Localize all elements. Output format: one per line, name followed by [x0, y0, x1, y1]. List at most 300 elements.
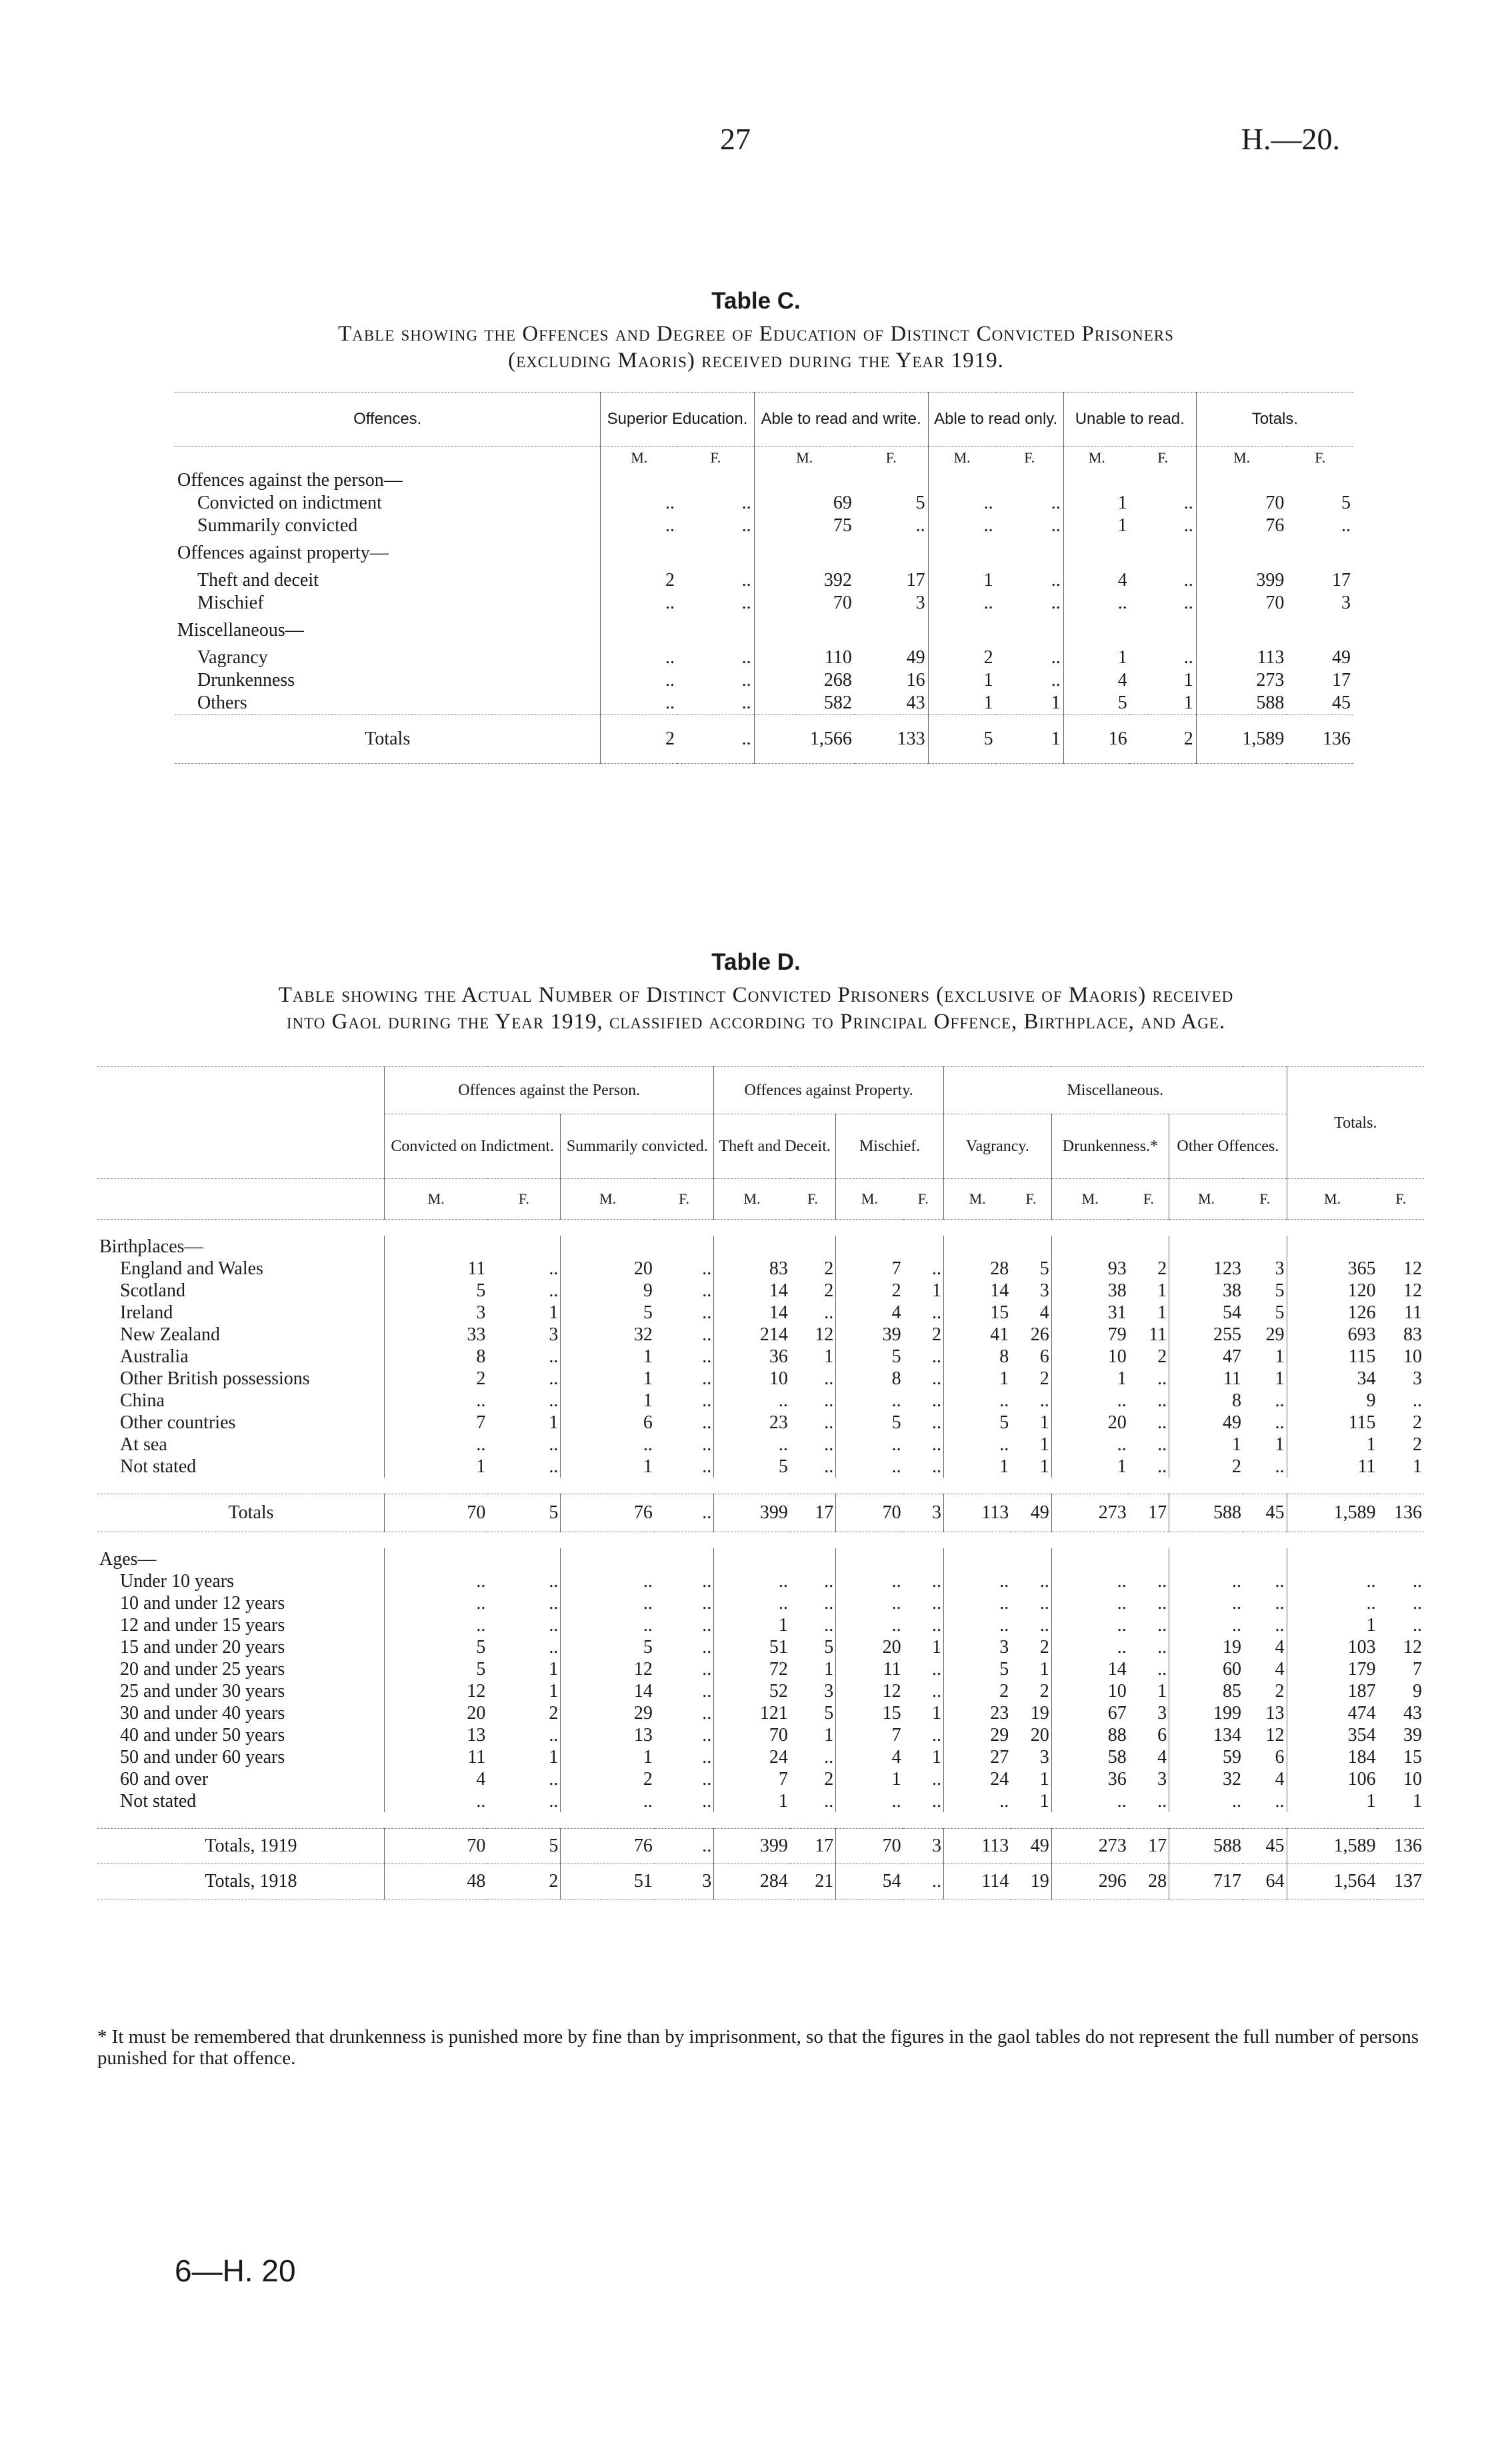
- table-cell: 115: [1287, 1346, 1378, 1368]
- table-cell: ..: [836, 1434, 903, 1456]
- table-cell: ..: [549, 1368, 559, 1389]
- table-cell: 83: [1403, 1324, 1422, 1345]
- table-cell: ..: [931, 1412, 941, 1433]
- table-cell: ..: [1051, 1790, 1129, 1812]
- table-cell: 7: [1413, 1658, 1422, 1680]
- row-label: 15 and under 20 years: [120, 1636, 285, 1658]
- table-cell: 41: [943, 1324, 1011, 1346]
- table-cell: 6: [561, 1412, 655, 1434]
- male-header: M.: [1196, 447, 1287, 470]
- table-cell: ..: [931, 1871, 941, 1891]
- table-cell: 2: [824, 1258, 834, 1279]
- table-cell: 19: [1169, 1636, 1243, 1658]
- table-cell: ..: [943, 1614, 1011, 1636]
- table-cell: [1130, 615, 1197, 646]
- table-cell: 2: [1275, 1680, 1285, 1702]
- table-cell: ..: [1275, 1790, 1285, 1812]
- table-cell: ..: [1275, 1456, 1285, 1477]
- mf-header-row: [175, 447, 1353, 470]
- table-cell: 38: [1169, 1280, 1243, 1302]
- table-cell: 1: [1287, 1434, 1378, 1456]
- table-cell: ..: [836, 1570, 903, 1592]
- blank-cell: [655, 1236, 714, 1258]
- table-cell: [1196, 537, 1287, 569]
- table-cell: ..: [714, 1390, 790, 1412]
- table-cell: 76: [561, 1494, 655, 1532]
- blank-cell: [561, 1236, 655, 1258]
- total-row: [97, 1829, 1424, 1864]
- table-cell: 106: [1287, 1768, 1378, 1790]
- table-cell: 2: [601, 569, 677, 592]
- table-cell: ..: [561, 1434, 655, 1456]
- table-cell: 5: [1063, 692, 1130, 715]
- table-cell: 1: [549, 1412, 559, 1433]
- table-cell: ..: [549, 1636, 559, 1658]
- table-cell: 3: [385, 1302, 488, 1324]
- table-cell: 20: [385, 1702, 488, 1724]
- table-cell: ..: [1039, 1592, 1049, 1614]
- row-label: 50 and under 60 years: [120, 1746, 285, 1768]
- table-cell: [601, 615, 677, 646]
- table-cell: [1287, 469, 1353, 492]
- table-cell: ..: [741, 493, 751, 513]
- male-header: M.: [601, 447, 677, 470]
- table-cell: ..: [1051, 670, 1061, 690]
- table-cell: ..: [928, 492, 996, 515]
- table-cell: ..: [561, 1790, 655, 1812]
- table-cell: 1: [1157, 1280, 1167, 1301]
- table-cell: 126: [1287, 1302, 1378, 1324]
- spacer-row: [97, 1812, 1424, 1829]
- table-cell: 4: [1039, 1302, 1049, 1323]
- table-cell: ..: [824, 1614, 834, 1636]
- table-cell: ..: [702, 1702, 712, 1724]
- table-cell: ..: [1157, 1412, 1167, 1433]
- table-cell: ..: [714, 1592, 790, 1614]
- table-cell: 3: [931, 1836, 941, 1856]
- table-cell: 3: [943, 1636, 1011, 1658]
- table-cell: 5: [1039, 1258, 1049, 1279]
- table-cell: 39: [1403, 1724, 1422, 1746]
- table-cell: 14: [561, 1680, 655, 1702]
- table-cell: 3: [1039, 1280, 1049, 1301]
- total-cell: 2: [601, 715, 677, 764]
- row-label: New Zealand: [120, 1324, 221, 1345]
- table-cell: ..: [1413, 1592, 1422, 1614]
- table-cell: 4: [385, 1768, 488, 1790]
- table-cell: 17: [815, 1836, 834, 1856]
- blank-cell: [1378, 1236, 1424, 1258]
- table-cell: ..: [1183, 570, 1193, 591]
- total-cell: 133: [897, 728, 925, 749]
- table-cell: 9: [561, 1280, 655, 1302]
- row-label: 60 and over: [120, 1768, 209, 1790]
- table-cell: 70: [1196, 492, 1287, 515]
- table-cell: ..: [702, 1324, 712, 1345]
- table-cell: ..: [561, 1570, 655, 1592]
- male-header: M.: [714, 1179, 790, 1220]
- table-cell: 1: [549, 1680, 559, 1702]
- table-cell: 1: [1169, 1434, 1243, 1456]
- row-label: 20 and under 25 years: [120, 1658, 285, 1680]
- row-label: Other countries: [120, 1412, 236, 1433]
- table-cell: ..: [1275, 1614, 1285, 1636]
- table-cell: 1: [714, 1790, 790, 1812]
- table-cell: ..: [1275, 1570, 1285, 1592]
- table-cell: 13: [561, 1724, 655, 1746]
- table-cell: ..: [702, 1280, 712, 1301]
- table-cell: 12: [1403, 1280, 1422, 1301]
- table-cell: ..: [1157, 1658, 1167, 1680]
- table-row: [175, 537, 1353, 569]
- total-label: Totals: [365, 728, 411, 749]
- col-other-offences: Other Offences.: [1169, 1114, 1287, 1179]
- blank-cell: [561, 1548, 655, 1570]
- table-cell: 113: [943, 1494, 1011, 1532]
- table-cell: 10: [1051, 1680, 1129, 1702]
- table-cell: 1: [1275, 1368, 1285, 1389]
- table-cell: 354: [1287, 1724, 1378, 1746]
- table-cell: 1: [1287, 1614, 1378, 1636]
- col-superior-education: Superior Education.: [601, 393, 754, 447]
- table-cell: 2: [824, 1768, 834, 1790]
- table-cell: 3: [1341, 593, 1351, 613]
- table-cell: 179: [1287, 1658, 1378, 1680]
- table-cell: ..: [741, 593, 751, 613]
- table-cell: ..: [1169, 1592, 1243, 1614]
- table-cell: 2: [1413, 1412, 1422, 1433]
- table-d-caption-line1: Table showing the Actual Number of Distinct Convicted Prisoners (exclusive of Maoris) received: [278, 983, 1234, 1007]
- female-header: F.: [1143, 1190, 1154, 1207]
- table-cell: ..: [702, 1302, 712, 1323]
- table-cell: ..: [1275, 1592, 1285, 1614]
- table-cell: ..: [1157, 1790, 1167, 1812]
- table-cell: 45: [1265, 1836, 1285, 1856]
- table-cell: ..: [1157, 1390, 1167, 1411]
- table-cell: ..: [1051, 1434, 1129, 1456]
- blank-cell: [943, 1548, 1011, 1570]
- table-cell: ..: [702, 1790, 712, 1812]
- table-cell: [1196, 469, 1287, 492]
- table-cell: 1: [824, 1658, 834, 1680]
- blank-cell: [1243, 1236, 1287, 1258]
- table-cell: 11: [385, 1746, 488, 1768]
- table-cell: 20: [1051, 1412, 1129, 1434]
- table-cell: 28: [1148, 1871, 1167, 1891]
- row-label: Drunkenness: [197, 670, 295, 690]
- row-label: China: [120, 1390, 165, 1411]
- blank-cell: [175, 447, 601, 470]
- female-header: F.: [1315, 449, 1326, 466]
- table-cell: 5: [915, 493, 925, 513]
- table-row: [97, 1746, 1424, 1768]
- table-cell: 2: [928, 646, 996, 669]
- table-cell: ..: [549, 1768, 559, 1790]
- table-cell: 1: [931, 1746, 941, 1768]
- row-label: Other British possessions: [120, 1368, 310, 1389]
- table-row: [97, 1570, 1424, 1592]
- table-cell: 23: [943, 1702, 1011, 1724]
- table-cell: 32: [561, 1324, 655, 1346]
- table-cell: 399: [714, 1494, 790, 1532]
- table-cell: 70: [836, 1494, 903, 1532]
- table-cell: 1: [1063, 515, 1130, 537]
- blank-cell: [1378, 1548, 1424, 1570]
- table-cell: 3: [1157, 1702, 1167, 1724]
- table-cell: ..: [549, 1280, 559, 1301]
- table-cell: ..: [702, 1768, 712, 1790]
- table-cell: 2: [1157, 1258, 1167, 1279]
- table-cell: 3: [1157, 1768, 1167, 1790]
- table-cell: ..: [702, 1502, 712, 1523]
- spacer-cell: [97, 1812, 1424, 1829]
- table-cell: [754, 469, 855, 492]
- table-cell: 2: [1413, 1434, 1422, 1455]
- female-header: F.: [1395, 1190, 1407, 1207]
- table-cell: ..: [1063, 592, 1130, 615]
- table-cell: 70: [385, 1494, 488, 1532]
- table-cell: [855, 469, 928, 492]
- table-cell: ..: [931, 1390, 941, 1411]
- table-cell: 17: [1332, 670, 1351, 690]
- col-read-write: Able to read and write.: [754, 393, 928, 447]
- table-cell: [855, 615, 928, 646]
- table-cell: ..: [931, 1768, 941, 1790]
- table-cell: 3: [1039, 1746, 1049, 1768]
- table-cell: ..: [1051, 515, 1061, 536]
- table-cell: 582: [754, 692, 855, 715]
- table-cell: ..: [824, 1302, 834, 1323]
- table-cell: ..: [385, 1614, 488, 1636]
- table-cell: 49: [1030, 1836, 1049, 1856]
- table-cell: ..: [1051, 647, 1061, 668]
- table-row: [175, 592, 1353, 615]
- table-cell: [1196, 615, 1287, 646]
- table-cell: ..: [931, 1658, 941, 1680]
- table-cell: [1063, 469, 1130, 492]
- table-row: [175, 646, 1353, 669]
- table-cell: ..: [702, 1658, 712, 1680]
- table-cell: 1: [1063, 646, 1130, 669]
- total-row: [175, 715, 1353, 764]
- total-cell: 136: [1323, 728, 1351, 749]
- table-row: [97, 1412, 1424, 1434]
- table-cell: 1: [1039, 1658, 1049, 1680]
- row-label: Scotland: [120, 1280, 185, 1301]
- row-label: Miscellaneous—: [177, 620, 304, 640]
- group-property: Offences against Property.: [714, 1067, 944, 1114]
- table-cell: [1063, 537, 1130, 569]
- table-cell: [996, 469, 1064, 492]
- table-cell: ..: [1039, 1390, 1049, 1411]
- table-cell: 24: [943, 1768, 1011, 1790]
- table-cell: 45: [1332, 692, 1351, 713]
- spacer-cell: [97, 1532, 1424, 1549]
- table-d-title: Table D.: [711, 949, 801, 975]
- table-cell: 26: [1030, 1324, 1049, 1345]
- male-header: M.: [928, 447, 996, 470]
- row-label: Offences against the person—: [177, 470, 403, 491]
- table-cell: ..: [702, 1570, 712, 1592]
- table-cell: 59: [1169, 1746, 1243, 1768]
- table-cell: ..: [836, 1456, 903, 1478]
- table-cell: 588: [1196, 692, 1287, 715]
- table-cell: 43: [906, 692, 925, 713]
- blank-cell: [655, 1548, 714, 1570]
- row-label: Ireland: [120, 1302, 173, 1323]
- table-cell: 38: [1051, 1280, 1129, 1302]
- row-label: Summarily convicted: [197, 515, 358, 536]
- table-cell: 69: [754, 492, 855, 515]
- table-cell: ..: [714, 1434, 790, 1456]
- table-cell: ..: [836, 1592, 903, 1614]
- table-cell: 15: [1403, 1746, 1422, 1768]
- col-drunkenness: Drunkenness.*: [1051, 1114, 1169, 1179]
- table-cell: 1: [1051, 1456, 1129, 1478]
- table-cell: 1: [714, 1614, 790, 1636]
- male-header: M.: [1287, 1179, 1378, 1220]
- table-cell: ..: [702, 1346, 712, 1367]
- table-cell: ..: [549, 1724, 559, 1746]
- female-header: F.: [679, 1190, 690, 1207]
- male-header: M.: [836, 1179, 903, 1220]
- table-cell: [601, 469, 677, 492]
- table-cell: 3: [824, 1680, 834, 1702]
- table-cell: 120: [1287, 1280, 1378, 1302]
- table-cell: 1: [824, 1346, 834, 1367]
- table-cell: [1287, 537, 1353, 569]
- table-cell: [754, 537, 855, 569]
- table-c-caption-line1: Table showing the Offences and Degree of Education of Distinct Convicted Prisoners: [338, 322, 1174, 346]
- table-cell: ..: [931, 1614, 941, 1636]
- table-cell: 187: [1287, 1680, 1378, 1702]
- table-cell: ..: [1413, 1390, 1422, 1411]
- table-cell: ..: [1169, 1570, 1243, 1592]
- table-cell: ..: [1275, 1390, 1285, 1411]
- spacer-row: [97, 1532, 1424, 1549]
- table-cell: 7: [714, 1768, 790, 1790]
- table-cell: 5: [385, 1636, 488, 1658]
- table-cell: ..: [702, 1390, 712, 1411]
- table-cell: 3: [1413, 1368, 1422, 1389]
- table-cell: 1: [385, 1456, 488, 1478]
- table-cell: 5: [561, 1636, 655, 1658]
- table-cell: 12: [815, 1324, 834, 1345]
- table-cell: 70: [714, 1724, 790, 1746]
- table-cell: 15: [943, 1302, 1011, 1324]
- table-cell: ..: [931, 1570, 941, 1592]
- table-cell: 296: [1051, 1864, 1129, 1899]
- table-cell: [1287, 615, 1353, 646]
- table-row: [97, 1680, 1424, 1702]
- blank-cell: [1243, 1548, 1287, 1570]
- table-cell: 7: [836, 1724, 903, 1746]
- male-header: M.: [385, 1179, 488, 1220]
- table-cell: ..: [702, 1836, 712, 1856]
- table-cell: 2: [1039, 1636, 1049, 1658]
- table-cell: 33: [385, 1324, 488, 1346]
- table-cell: ..: [1341, 515, 1351, 536]
- table-cell: ..: [943, 1790, 1011, 1812]
- table-cell: 1: [561, 1746, 655, 1768]
- total-cell: 16: [1063, 715, 1130, 764]
- table-cell: [928, 537, 996, 569]
- table-cell: ..: [1157, 1434, 1167, 1455]
- table-cell: 32: [1169, 1768, 1243, 1790]
- female-header: F.: [1157, 449, 1169, 466]
- table-cell: 39: [836, 1324, 903, 1346]
- table-cell: 7: [836, 1258, 903, 1280]
- table-cell: 12: [561, 1658, 655, 1680]
- table-cell: 45: [1265, 1502, 1285, 1523]
- row-label: 12 and under 15 years: [120, 1614, 285, 1636]
- table-cell: 70: [1196, 592, 1287, 615]
- table-cell: 17: [1148, 1502, 1167, 1523]
- table-cell: 1: [1063, 492, 1130, 515]
- table-cell: ..: [549, 1790, 559, 1812]
- table-cell: 8: [943, 1346, 1011, 1368]
- table-cell: ..: [385, 1570, 488, 1592]
- table-cell: ..: [601, 592, 677, 615]
- table-cell: [677, 469, 754, 492]
- table-cell: ..: [931, 1258, 941, 1279]
- table-cell: ..: [915, 515, 925, 536]
- table-cell: 1: [931, 1280, 941, 1301]
- document-reference: H.—20.: [1241, 122, 1340, 156]
- table-cell: ..: [1183, 593, 1193, 613]
- blank-cell: [714, 1236, 790, 1258]
- table-cell: 115: [1287, 1412, 1378, 1434]
- table-cell: 1: [824, 1724, 834, 1746]
- table-cell: 1: [1157, 1680, 1167, 1702]
- table-row: [97, 1592, 1424, 1614]
- table-cell: 43: [1403, 1702, 1422, 1724]
- blank-cell: [903, 1548, 944, 1570]
- table-cell: 1,589: [1287, 1494, 1378, 1532]
- col-totals: Totals.: [1287, 1067, 1424, 1179]
- blank-cell: [1287, 1548, 1378, 1570]
- female-header: F.: [1025, 1190, 1037, 1207]
- table-cell: 2: [836, 1280, 903, 1302]
- table-cell: ..: [824, 1592, 834, 1614]
- table-cell: ..: [561, 1614, 655, 1636]
- table-cell: ..: [1051, 1570, 1129, 1592]
- table-cell: ..: [1051, 1614, 1129, 1636]
- table-cell: ..: [1157, 1614, 1167, 1636]
- table-cell: 3: [549, 1324, 559, 1345]
- table-cell: 5: [549, 1502, 559, 1523]
- table-cell: 1: [1183, 692, 1193, 713]
- table-row: [97, 1724, 1424, 1746]
- blank-cell: [790, 1548, 836, 1570]
- table-cell: 1: [931, 1702, 941, 1724]
- table-cell: 58: [1051, 1746, 1129, 1768]
- table-cell: 27: [943, 1746, 1011, 1768]
- table-cell: ..: [1051, 1390, 1129, 1412]
- table-cell: ..: [931, 1434, 941, 1455]
- spacer-cell: [97, 1220, 1424, 1236]
- table-cell: 10: [1403, 1768, 1422, 1790]
- table-cell: 2: [549, 1702, 559, 1724]
- table-cell: 17: [1332, 570, 1351, 591]
- table-cell: 2: [561, 1768, 655, 1790]
- table-cell: 137: [1394, 1871, 1422, 1891]
- table-cell: 136: [1394, 1502, 1422, 1523]
- table-cell: ..: [549, 1390, 559, 1411]
- table-cell: ..: [836, 1614, 903, 1636]
- table-cell: 1: [928, 692, 996, 715]
- male-header: M.: [561, 1179, 655, 1220]
